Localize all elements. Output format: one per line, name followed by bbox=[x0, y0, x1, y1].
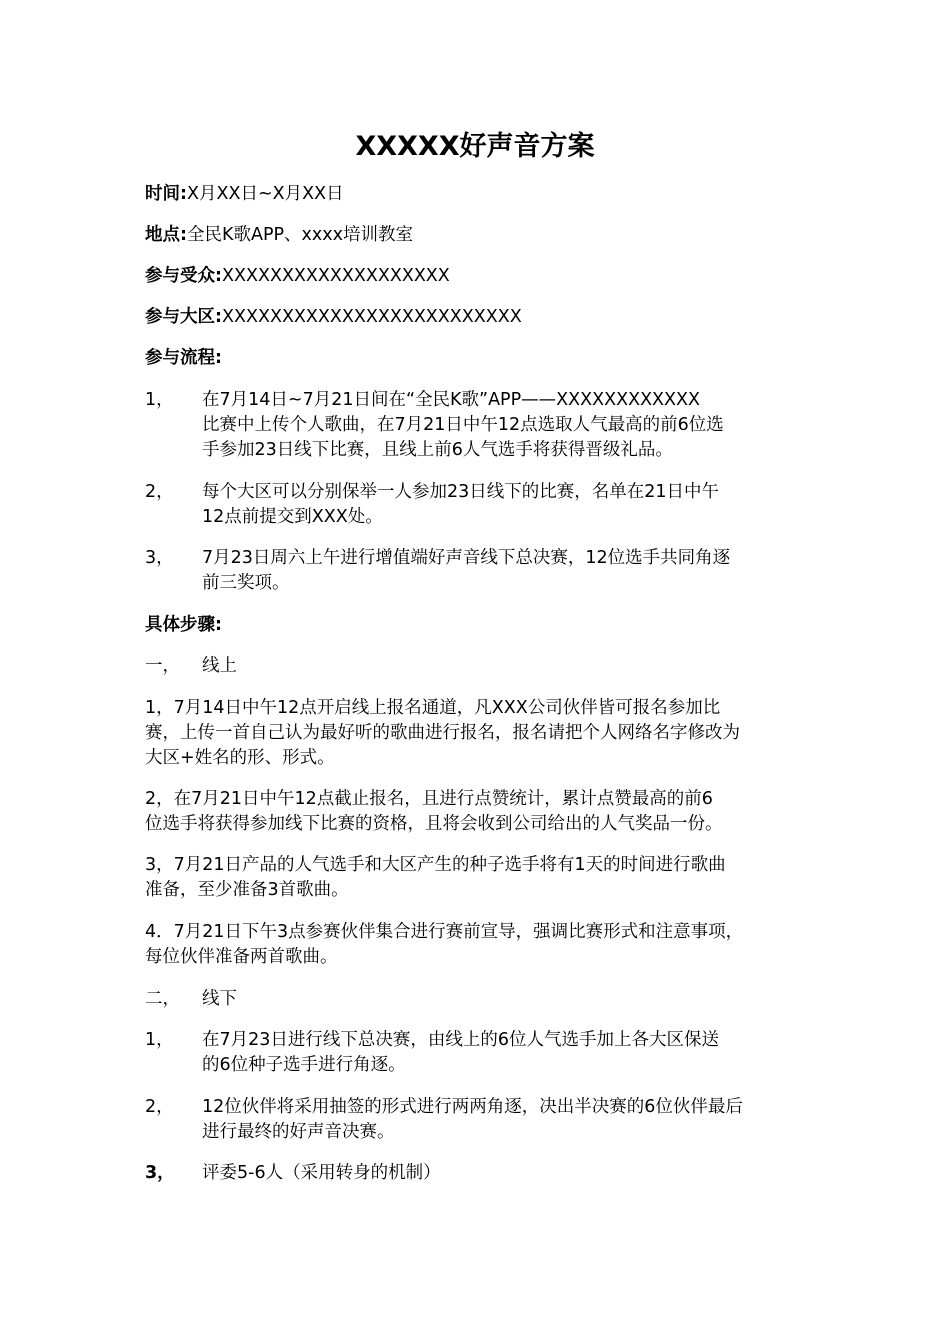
steps-heading bbox=[145, 613, 810, 638]
offline-item-number: 2， bbox=[145, 1097, 174, 1117]
process-item-number: 2， bbox=[145, 482, 174, 502]
offline-item-line: 12位伙伴将采用抽签的形式进行两两角逐，决出半决赛的6位伙伴最后 bbox=[202, 1097, 743, 1117]
online-item-line: 赛，上传一首自己认为最好听的歌曲进行报名，报名请把个人网络名字修改为 bbox=[145, 723, 740, 743]
online-item-line: 每位伙伴准备两首歌曲。 bbox=[145, 947, 338, 967]
place-value: 全民K歌APP、xxxx培训教室 bbox=[187, 225, 413, 245]
audience-value: XXXXXXXXXXXXXXXXXXX bbox=[222, 266, 450, 286]
region-line bbox=[145, 305, 810, 330]
place-label: 地点: bbox=[145, 225, 187, 245]
online-item-line: 准备，至少准备3首歌曲。 bbox=[145, 880, 349, 900]
offline-label: 线下 bbox=[202, 989, 237, 1009]
online-item-2 bbox=[145, 787, 810, 837]
offline-number: 二， bbox=[145, 989, 180, 1009]
audience-line bbox=[145, 264, 810, 289]
offline-item-number: 1， bbox=[145, 1030, 174, 1050]
process-item-number: 3， bbox=[145, 548, 174, 568]
process-item-line: 手参加23日线下比赛，且线上前6人气选手将获得晋级礼品。 bbox=[202, 440, 673, 460]
offline-item-number: 3， bbox=[145, 1163, 175, 1183]
online-item-line: 位选手将获得参加线下比赛的资格，且将会收到公司给出的人气奖品一份。 bbox=[145, 814, 723, 834]
online-item-line: 3，7月21日产品的人气选手和大区产生的种子选手将有1天的时间进行歌曲 bbox=[145, 855, 726, 875]
place-line bbox=[145, 223, 810, 248]
process-item-line: 每个大区可以分别保举一人参加23日线下的比赛，名单在21日中午 bbox=[202, 482, 720, 502]
online-item-1 bbox=[145, 696, 810, 771]
online-item-line: 4．7月21日下午3点参赛伙伴集合进行赛前宣导，强调比赛形式和注意事项， bbox=[145, 922, 744, 942]
process-heading bbox=[145, 346, 810, 371]
process-item-line: 比赛中上传个人歌曲，在7月21日中午12点选取人气最高的前6位选 bbox=[202, 415, 724, 435]
process-item-line: 7月23日周六上午进行增值端好声音线下总决赛，12位选手共同角逐 bbox=[202, 548, 731, 568]
offline-item-line: 在7月23日进行线下总决赛，由线上的6位人气选手加上各大区保送 bbox=[202, 1030, 720, 1050]
online-item-4 bbox=[145, 920, 810, 970]
region-label: 参与大区: bbox=[145, 307, 222, 327]
process-item-number: 1， bbox=[145, 390, 174, 410]
process-item-line: 12点前提交到XXX处。 bbox=[202, 507, 383, 527]
online-item-line: 大区+姓名的形、形式。 bbox=[145, 748, 335, 768]
time-label: 时间: bbox=[145, 184, 187, 204]
document-title: XXXXX好声音方案 bbox=[355, 131, 595, 162]
process-item-line: 在7月14日~7月21日间在“全民K歌”APP——XXXXXXXXXXXX bbox=[202, 390, 701, 410]
steps-label: 具体步骤: bbox=[145, 615, 222, 635]
audience-label: 参与受众: bbox=[145, 266, 222, 286]
online-number: 一， bbox=[145, 656, 180, 676]
online-label: 线上 bbox=[202, 656, 237, 676]
offline-item-line: 评委5-6人（采用转身的机制） bbox=[202, 1163, 441, 1183]
region-value: XXXXXXXXXXXXXXXXXXXXXXXXX bbox=[222, 307, 522, 327]
time-value: X月XX日~X月XX日 bbox=[187, 184, 344, 204]
offline-item-line: 进行最终的好声音决赛。 bbox=[202, 1122, 395, 1142]
online-item-3 bbox=[145, 853, 810, 903]
offline-item-line: 的6位种子选手进行角逐。 bbox=[202, 1055, 406, 1075]
process-item-line: 前三奖项。 bbox=[202, 573, 290, 593]
time-line bbox=[145, 182, 810, 207]
online-item-line: 1，7月14日中午12点开启线上报名通道，凡XXX公司伙伴皆可报名参加比 bbox=[145, 698, 721, 718]
process-label: 参与流程: bbox=[145, 348, 222, 368]
online-item-line: 2，在7月21日中午12点截止报名，且进行点赞统计，累计点赞最高的前6 bbox=[145, 789, 713, 809]
